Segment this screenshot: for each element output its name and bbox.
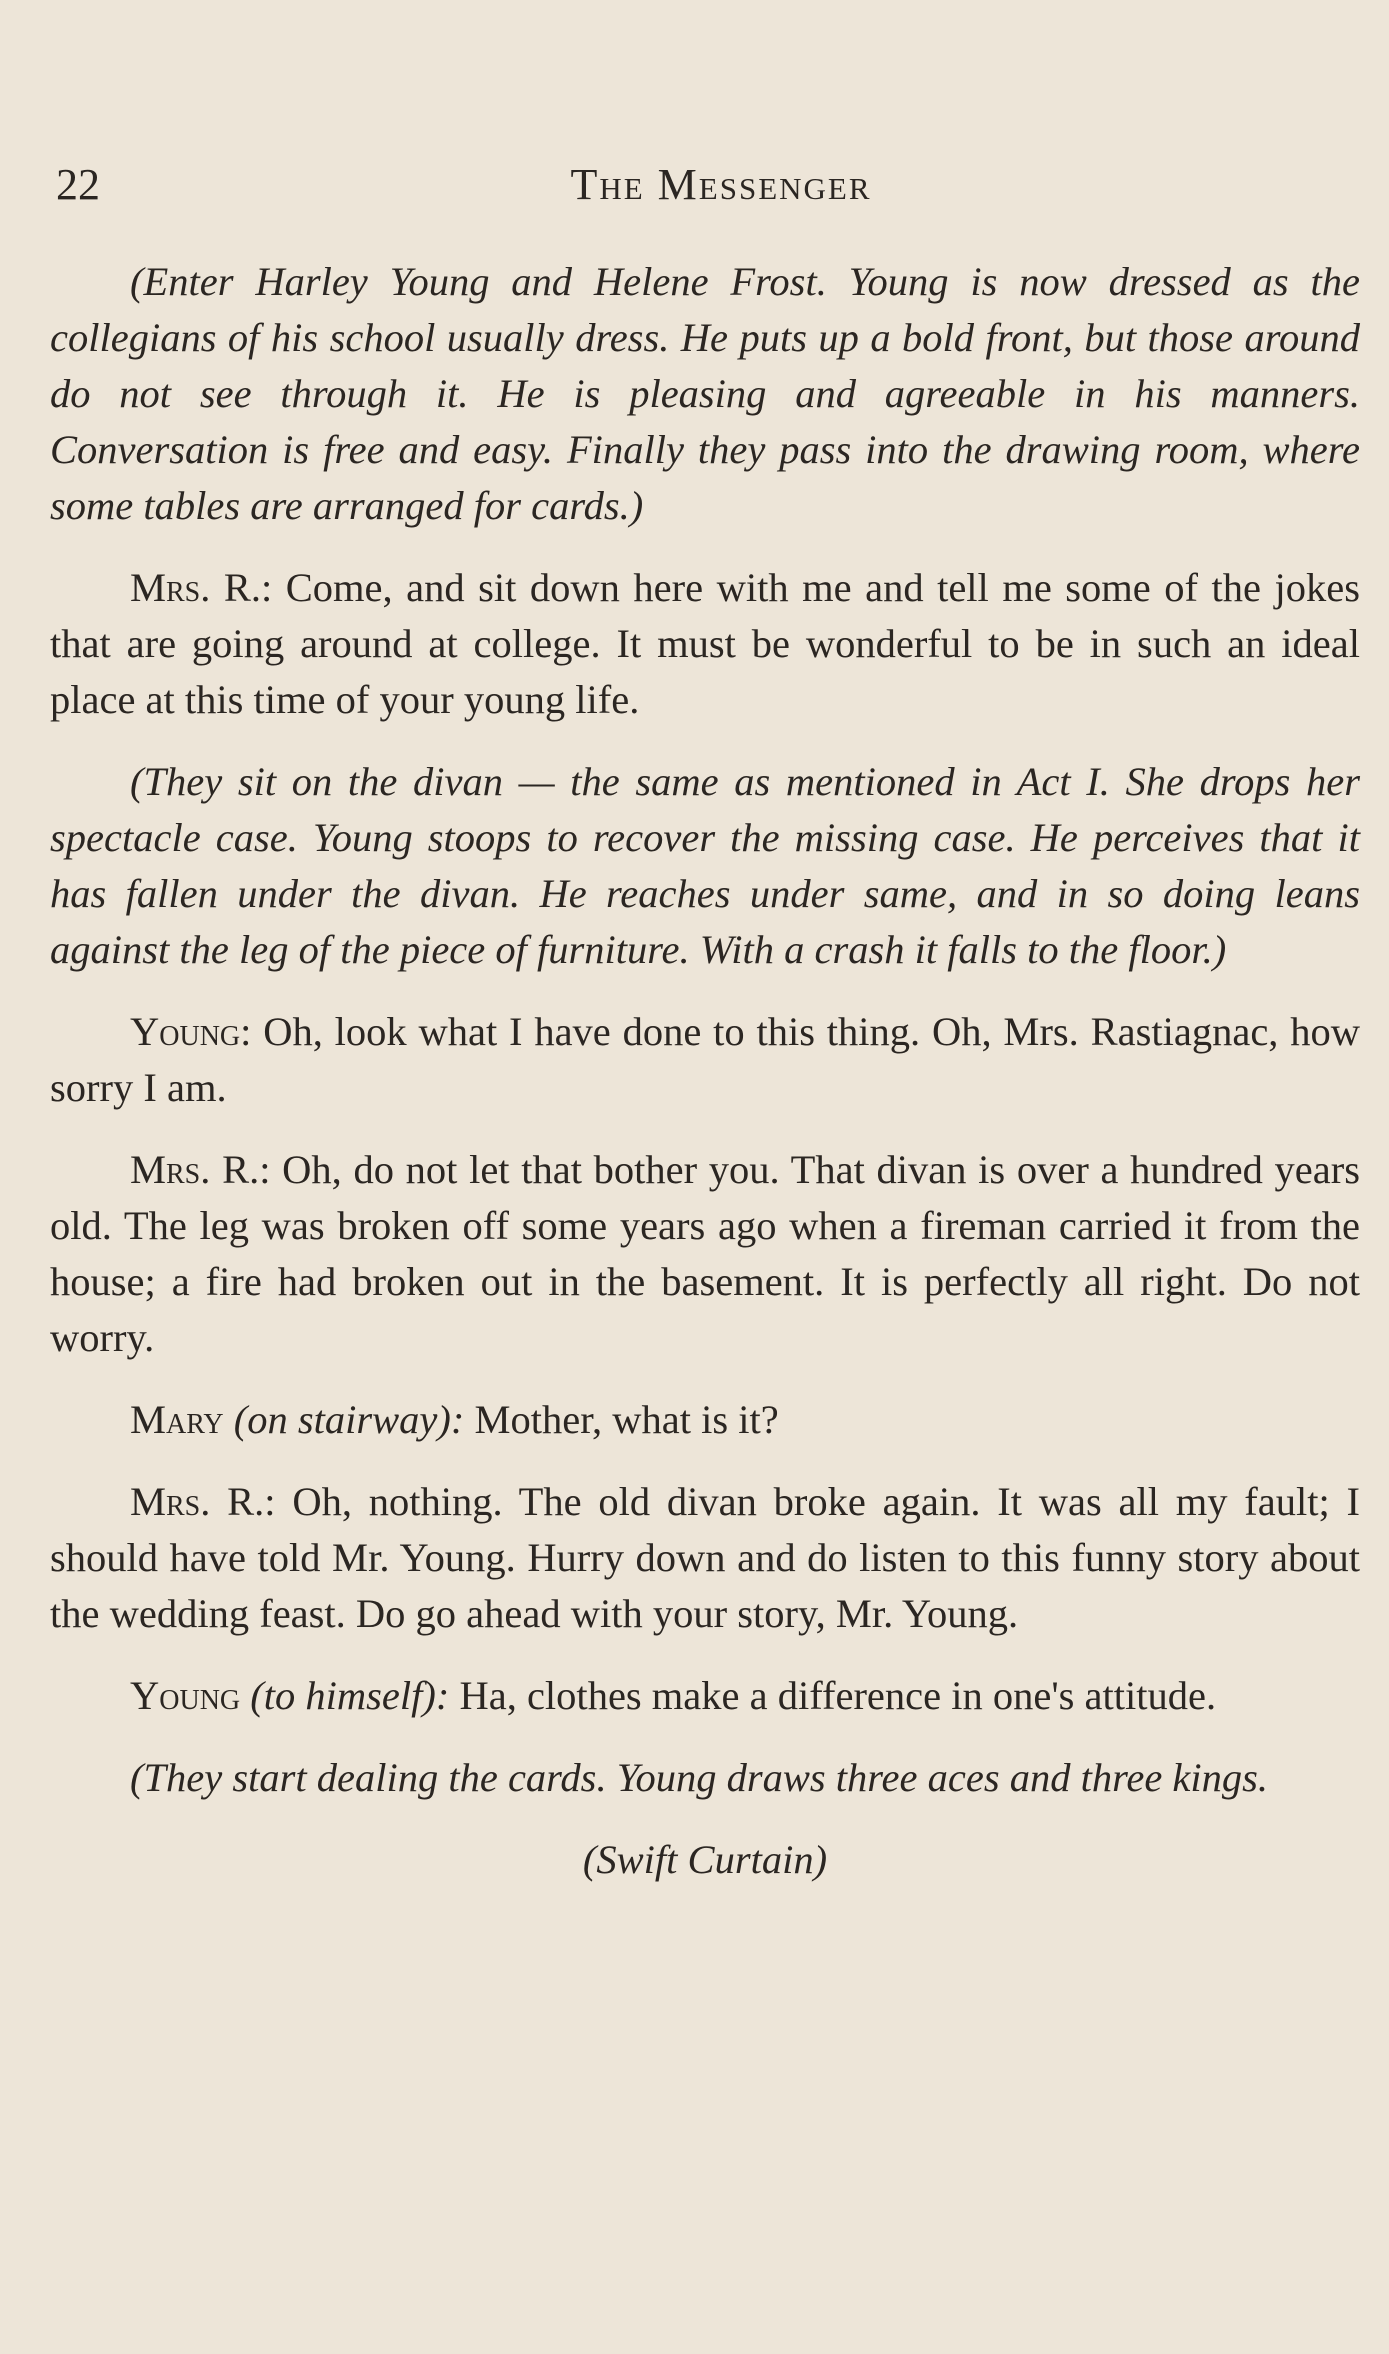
stage-direction: (They sit on the divan — the same as mentioned in Act I. She drops her spectacle case. Young stoops to recover the missing case. He perceives that it has fallen under the divan. He reaches under same, and in so doing leans against the leg of the piece of furniture. With a crash it falls to the floor.) [50, 759, 1360, 972]
page-number: 22 [56, 160, 100, 209]
dialogue-text: Ha, clothes make a difference in one's attitude. [459, 1673, 1217, 1718]
speaker-aside: (on stairway): [233, 1397, 465, 1442]
page-body [50, 254, 1360, 1914]
speaker-aside: (to himself): [250, 1673, 450, 1718]
speaker-name: Mary [130, 1397, 224, 1442]
dialogue-line [50, 560, 1360, 728]
speaker-name: Mrs. R.: [130, 565, 273, 610]
speaker-name: Mrs. R.: [130, 1479, 276, 1524]
speaker-name: Young: [130, 1009, 252, 1054]
stage-direction: (They start dealing the cards. Young draws three aces and three kings. [130, 1755, 1269, 1800]
speaker-name: Young [130, 1673, 241, 1718]
dialogue-text: Come, and sit down here with me and tell me some of the jokes that are going around at college. It must be wonderful to be in such an ideal place at this time of your young life. [50, 565, 1361, 722]
dialogue-text: Mother, what is it? [474, 1397, 779, 1442]
curtain-direction: (Swift Curtain) [582, 1837, 828, 1882]
dialogue-line [50, 1004, 1360, 1116]
stage-direction: (Enter Harley Young and Helene Frost. Young is now dressed as the collegians of his school usually dress. He puts up a bold front, but those around do not see through it. He is pleasing and agreeable in his manners. Conversation is free and easy. Finally they pass into the drawing room, where some tables are arranged for cards.) [50, 259, 1360, 528]
dialogue-text: Oh, nothing. The old divan broke again. It was all my fault; I should have told Mr. Young. Hurry down and do listen to this funny story about the wedding feast. Do go ahead with your story, Mr. Young. [50, 1479, 1361, 1636]
speaker-name: Mrs. R.: [130, 1147, 271, 1192]
dialogue-text: Oh, do not let that bother you. That divan is over a hundred years old. The leg was broken off some years ago when a fireman carried it from the house; a fire had broken out in the basement. It is perfectly all right. Do not worry. [50, 1147, 1361, 1360]
dialogue-line [50, 1668, 1360, 1724]
running-head: The Messenger [570, 160, 872, 209]
dialogue-line [50, 1392, 1360, 1448]
page-header [56, 150, 1356, 220]
dialogue-line [50, 1142, 1360, 1366]
dialogue-text: Oh, look what I have done to this thing. Oh, Mrs. Rastiagnac, how sorry I am. [50, 1009, 1360, 1110]
dialogue-line [50, 1474, 1360, 1642]
